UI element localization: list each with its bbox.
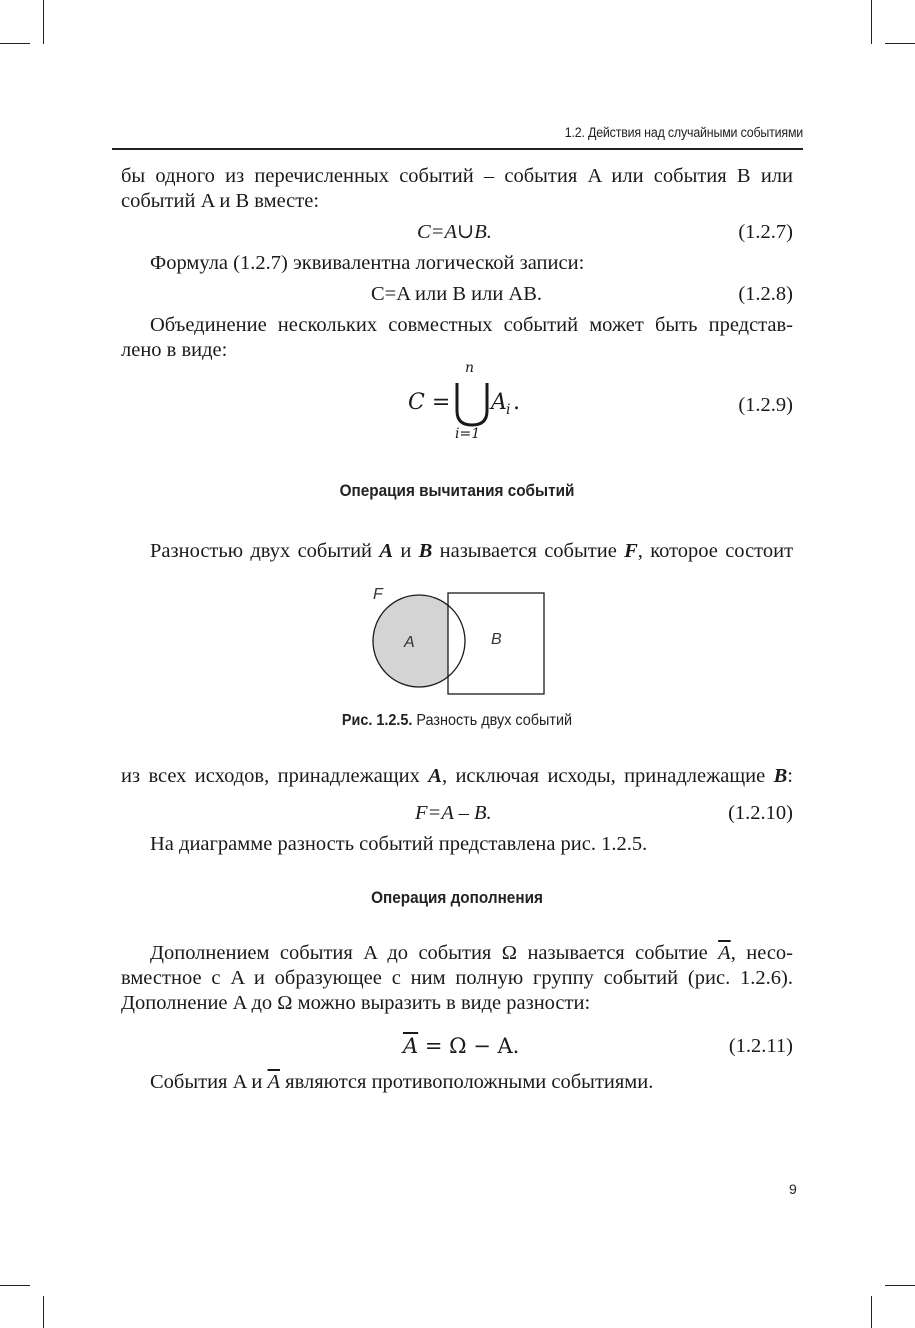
equation-number: (1.2.7) <box>738 221 793 243</box>
paragraph: На диаграмме разность событий представлена рис. 1.2.5. <box>150 833 648 855</box>
paragraph-line: вместное с A и образующее с ним полную группу событий (рис. 1.2.6). <box>121 967 793 989</box>
text-run: , несо- <box>730 942 793 964</box>
equation-1-2-7 <box>121 219 793 245</box>
equation-period: . <box>513 390 520 415</box>
event-symbol: A <box>379 540 394 562</box>
equation-body: C=A или B или AB. <box>371 283 543 305</box>
equation-1-2-10 <box>121 800 793 826</box>
union-term-subscript: i <box>506 402 511 418</box>
text-run: , исключая исходы, принадлежащие <box>441 765 766 787</box>
paragraph-line: событий A и B вместе: <box>121 190 320 212</box>
text-run: , которое состоит <box>637 540 794 562</box>
paragraph <box>121 764 793 789</box>
text-run: и <box>400 540 412 562</box>
paragraph <box>121 1070 793 1095</box>
equation-lhs: C = <box>408 390 451 415</box>
crop-mark <box>43 0 44 44</box>
equation-1-2-11 <box>121 1033 793 1059</box>
crop-mark <box>0 43 30 44</box>
union-term: A <box>491 390 507 415</box>
text-run: События A и <box>150 1071 263 1093</box>
caption-text: Разность двух событий <box>416 712 573 729</box>
running-header: 1.2. Действия над случайными событиями <box>564 125 803 140</box>
paragraph-line <box>121 941 793 966</box>
paragraph-line: Дополнение A до Ω можно выразить в виде разности: <box>121 992 591 1014</box>
label-b: B <box>491 631 502 648</box>
complement-symbol: $\overline{A}$ <box>718 942 731 964</box>
text-run: являются противоположными событиями. <box>285 1071 654 1093</box>
header-rule <box>112 148 803 150</box>
text-run: : <box>787 765 793 787</box>
text-run: из всех исходов, принадлежащих <box>121 765 420 787</box>
complement-symbol: $\overline{A}$ <box>267 1071 281 1093</box>
page-number: 9 <box>789 1181 797 1197</box>
event-symbol: A <box>428 765 442 787</box>
crop-mark <box>885 1285 915 1286</box>
label-f: F <box>373 586 383 603</box>
event-symbol: F <box>624 540 638 562</box>
section-heading: Операция вычитания событий <box>339 481 575 500</box>
event-symbol: B <box>773 765 788 787</box>
equation-number: (1.2.11) <box>728 1035 793 1057</box>
paragraph <box>121 539 793 564</box>
paragraph: Формула (1.2.7) эквивалентна логической записи: <box>150 252 585 274</box>
equation-number: (1.2.8) <box>738 283 793 305</box>
equation-1-2-8 <box>121 281 793 307</box>
equation-body <box>403 1033 519 1059</box>
crop-mark <box>871 0 872 44</box>
union-upper-limit: n <box>465 360 475 376</box>
caption-number: Рис. 1.2.5. <box>341 712 413 729</box>
figure-caption <box>155 712 760 730</box>
equation-body: F=A – B. <box>415 802 492 824</box>
paragraph-line: лено в виде: <box>121 339 228 361</box>
equation-rest: = Ω − A. <box>424 1034 520 1058</box>
text-run: Дополнением события A до события Ω называется событие <box>150 942 708 964</box>
equation-number: (1.2.10) <box>728 802 793 824</box>
venn-diagram <box>360 578 560 702</box>
crop-mark <box>885 43 915 44</box>
equation-number: (1.2.9) <box>738 394 793 416</box>
big-union-symbol <box>452 381 492 429</box>
paragraph-line: Объединение нескольких совместных событий может быть представ- <box>150 314 793 336</box>
event-symbol: B <box>418 540 433 562</box>
crop-mark <box>0 1285 30 1286</box>
paragraph-line: бы одного из перечисленных событий – события A или события B или <box>121 165 793 187</box>
equation-1-2-9 <box>121 360 793 450</box>
complement-symbol: $\overline{A}$ <box>403 1034 419 1058</box>
equation-body: C=A∪B. <box>417 221 492 243</box>
crop-mark <box>871 1296 872 1328</box>
union-lower-limit: i=1 <box>455 426 481 442</box>
label-a: A <box>404 634 415 651</box>
text-run: Разностью двух событий <box>150 540 373 562</box>
section-heading: Операция дополнения <box>371 888 543 907</box>
crop-mark <box>43 1296 44 1328</box>
text-run: называется событие <box>439 540 617 562</box>
